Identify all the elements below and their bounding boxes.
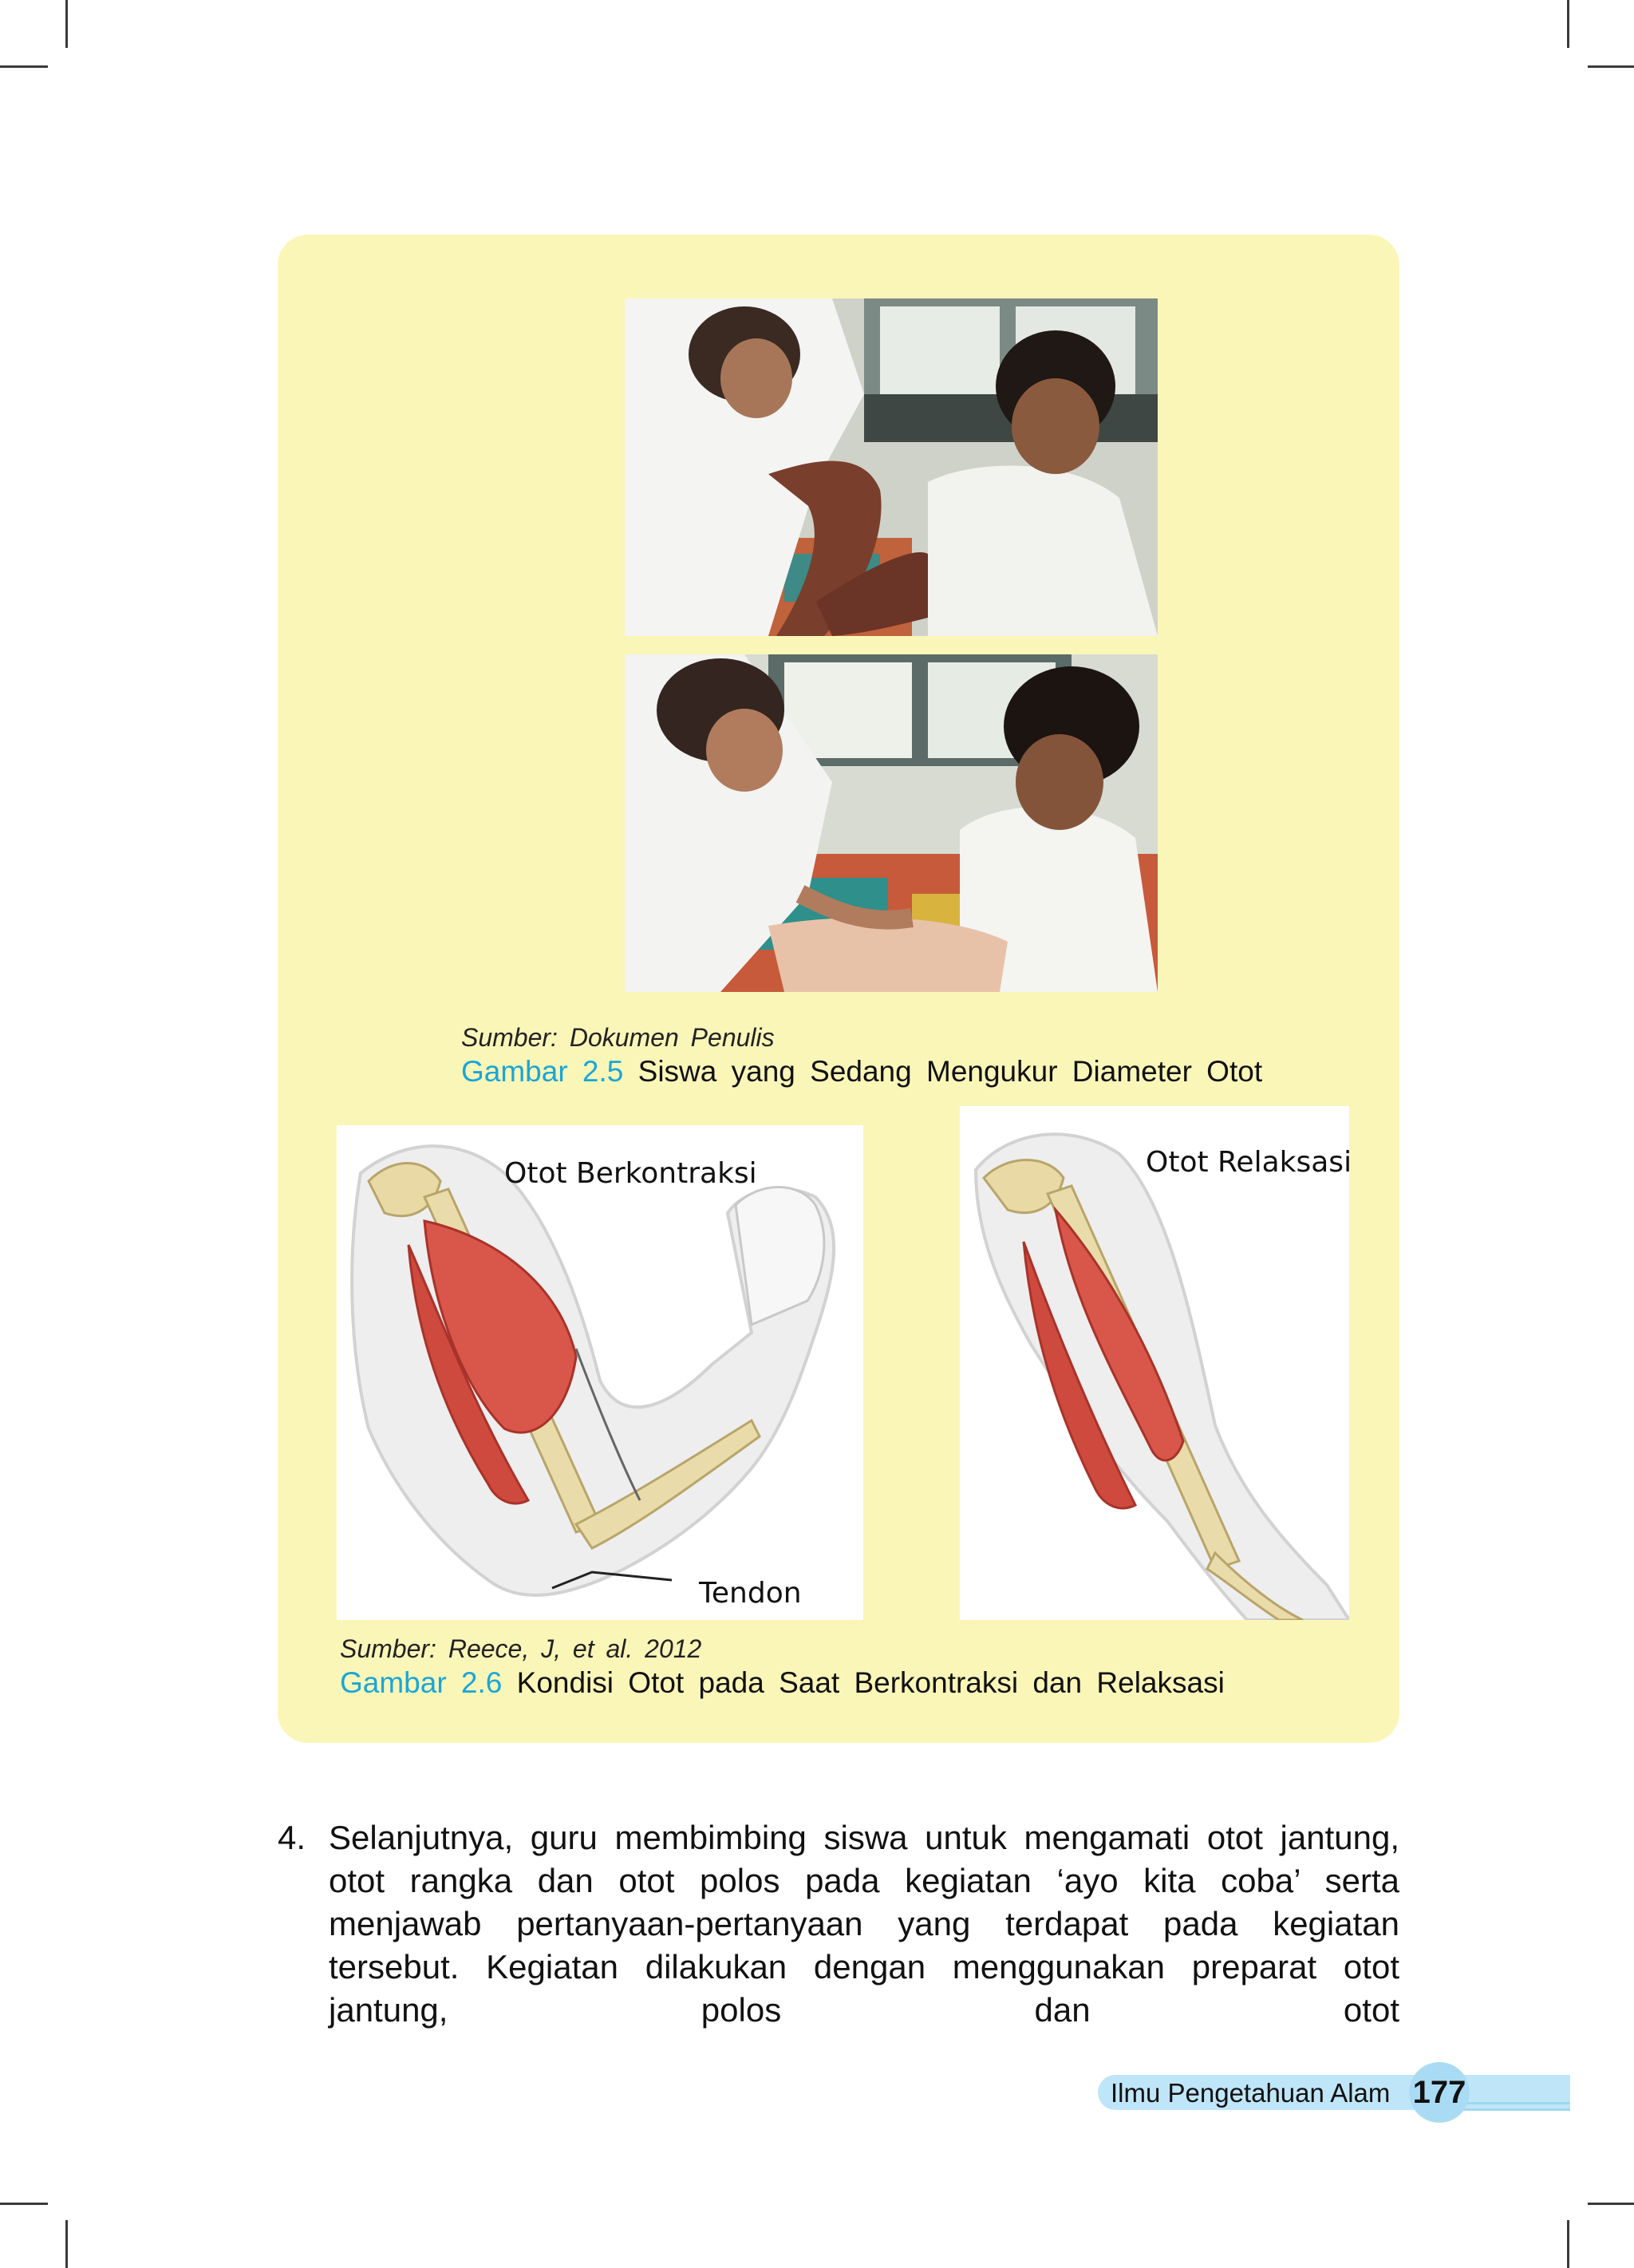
list-item-number: 4.	[278, 1819, 306, 1856]
figure-2-6-number: Gambar 2.6	[340, 1666, 503, 1699]
photo-measuring-arm-flexed	[625, 298, 1158, 636]
crop-mark	[0, 65, 48, 68]
figure-2-6-title: Kondisi Otot pada Saat Berkontraksi dan Relaksasi	[516, 1666, 1225, 1699]
photo-measuring-arm-relaxed	[625, 654, 1158, 992]
crop-mark	[65, 0, 68, 48]
list-item-text: Selanjutnya, guru membimbing siswa untuk mengamati otot jantung, otot rangka dan otot polos pada kegiatan ‘ayo kita coba’ serta menjawab pertanyaan-pertanyaan yang terdapat pada kegiatan tersebut. Kegiatan dilakukan dengan menggunakan preparat otot jantung, polos dan otot	[329, 1819, 1399, 2029]
footer-subject: Ilmu Pengetahuan Alam	[1111, 2078, 1391, 2108]
crop-mark	[1588, 2203, 1634, 2205]
figure-2-5-title: Siswa yang Sedang Mengukur Diameter Otot	[637, 1055, 1263, 1088]
crop-mark	[1588, 65, 1634, 68]
figure-2-6-source: Sumber: Reece, J, et al. 2012	[340, 1634, 702, 1663]
crop-mark	[0, 2203, 48, 2205]
list-item	[278, 1816, 1399, 2032]
page-number: 177	[1409, 2062, 1470, 2123]
crop-mark	[1567, 2220, 1569, 2268]
label-tendon: Tendon	[699, 1577, 802, 1610]
crop-mark	[65, 2220, 68, 2268]
footer-rule	[1452, 2102, 1570, 2104]
illustration-muscle-contracted	[337, 1125, 863, 1620]
figure-2-5-source: Sumber: Dokumen Penulis	[461, 1023, 775, 1052]
illustration-muscle-relaxed	[960, 1106, 1349, 1620]
label-relaxed-muscle: Otot Relaksasi	[1146, 1146, 1352, 1179]
figure-2-5-number: Gambar 2.5	[461, 1055, 624, 1088]
footer-rule	[1452, 2108, 1570, 2111]
crop-mark	[1567, 0, 1569, 48]
figure-2-6-caption	[340, 1666, 1225, 1700]
label-contracted-muscle: Otot Berkontraksi	[504, 1157, 757, 1190]
figure-2-5-caption	[461, 1055, 1262, 1089]
